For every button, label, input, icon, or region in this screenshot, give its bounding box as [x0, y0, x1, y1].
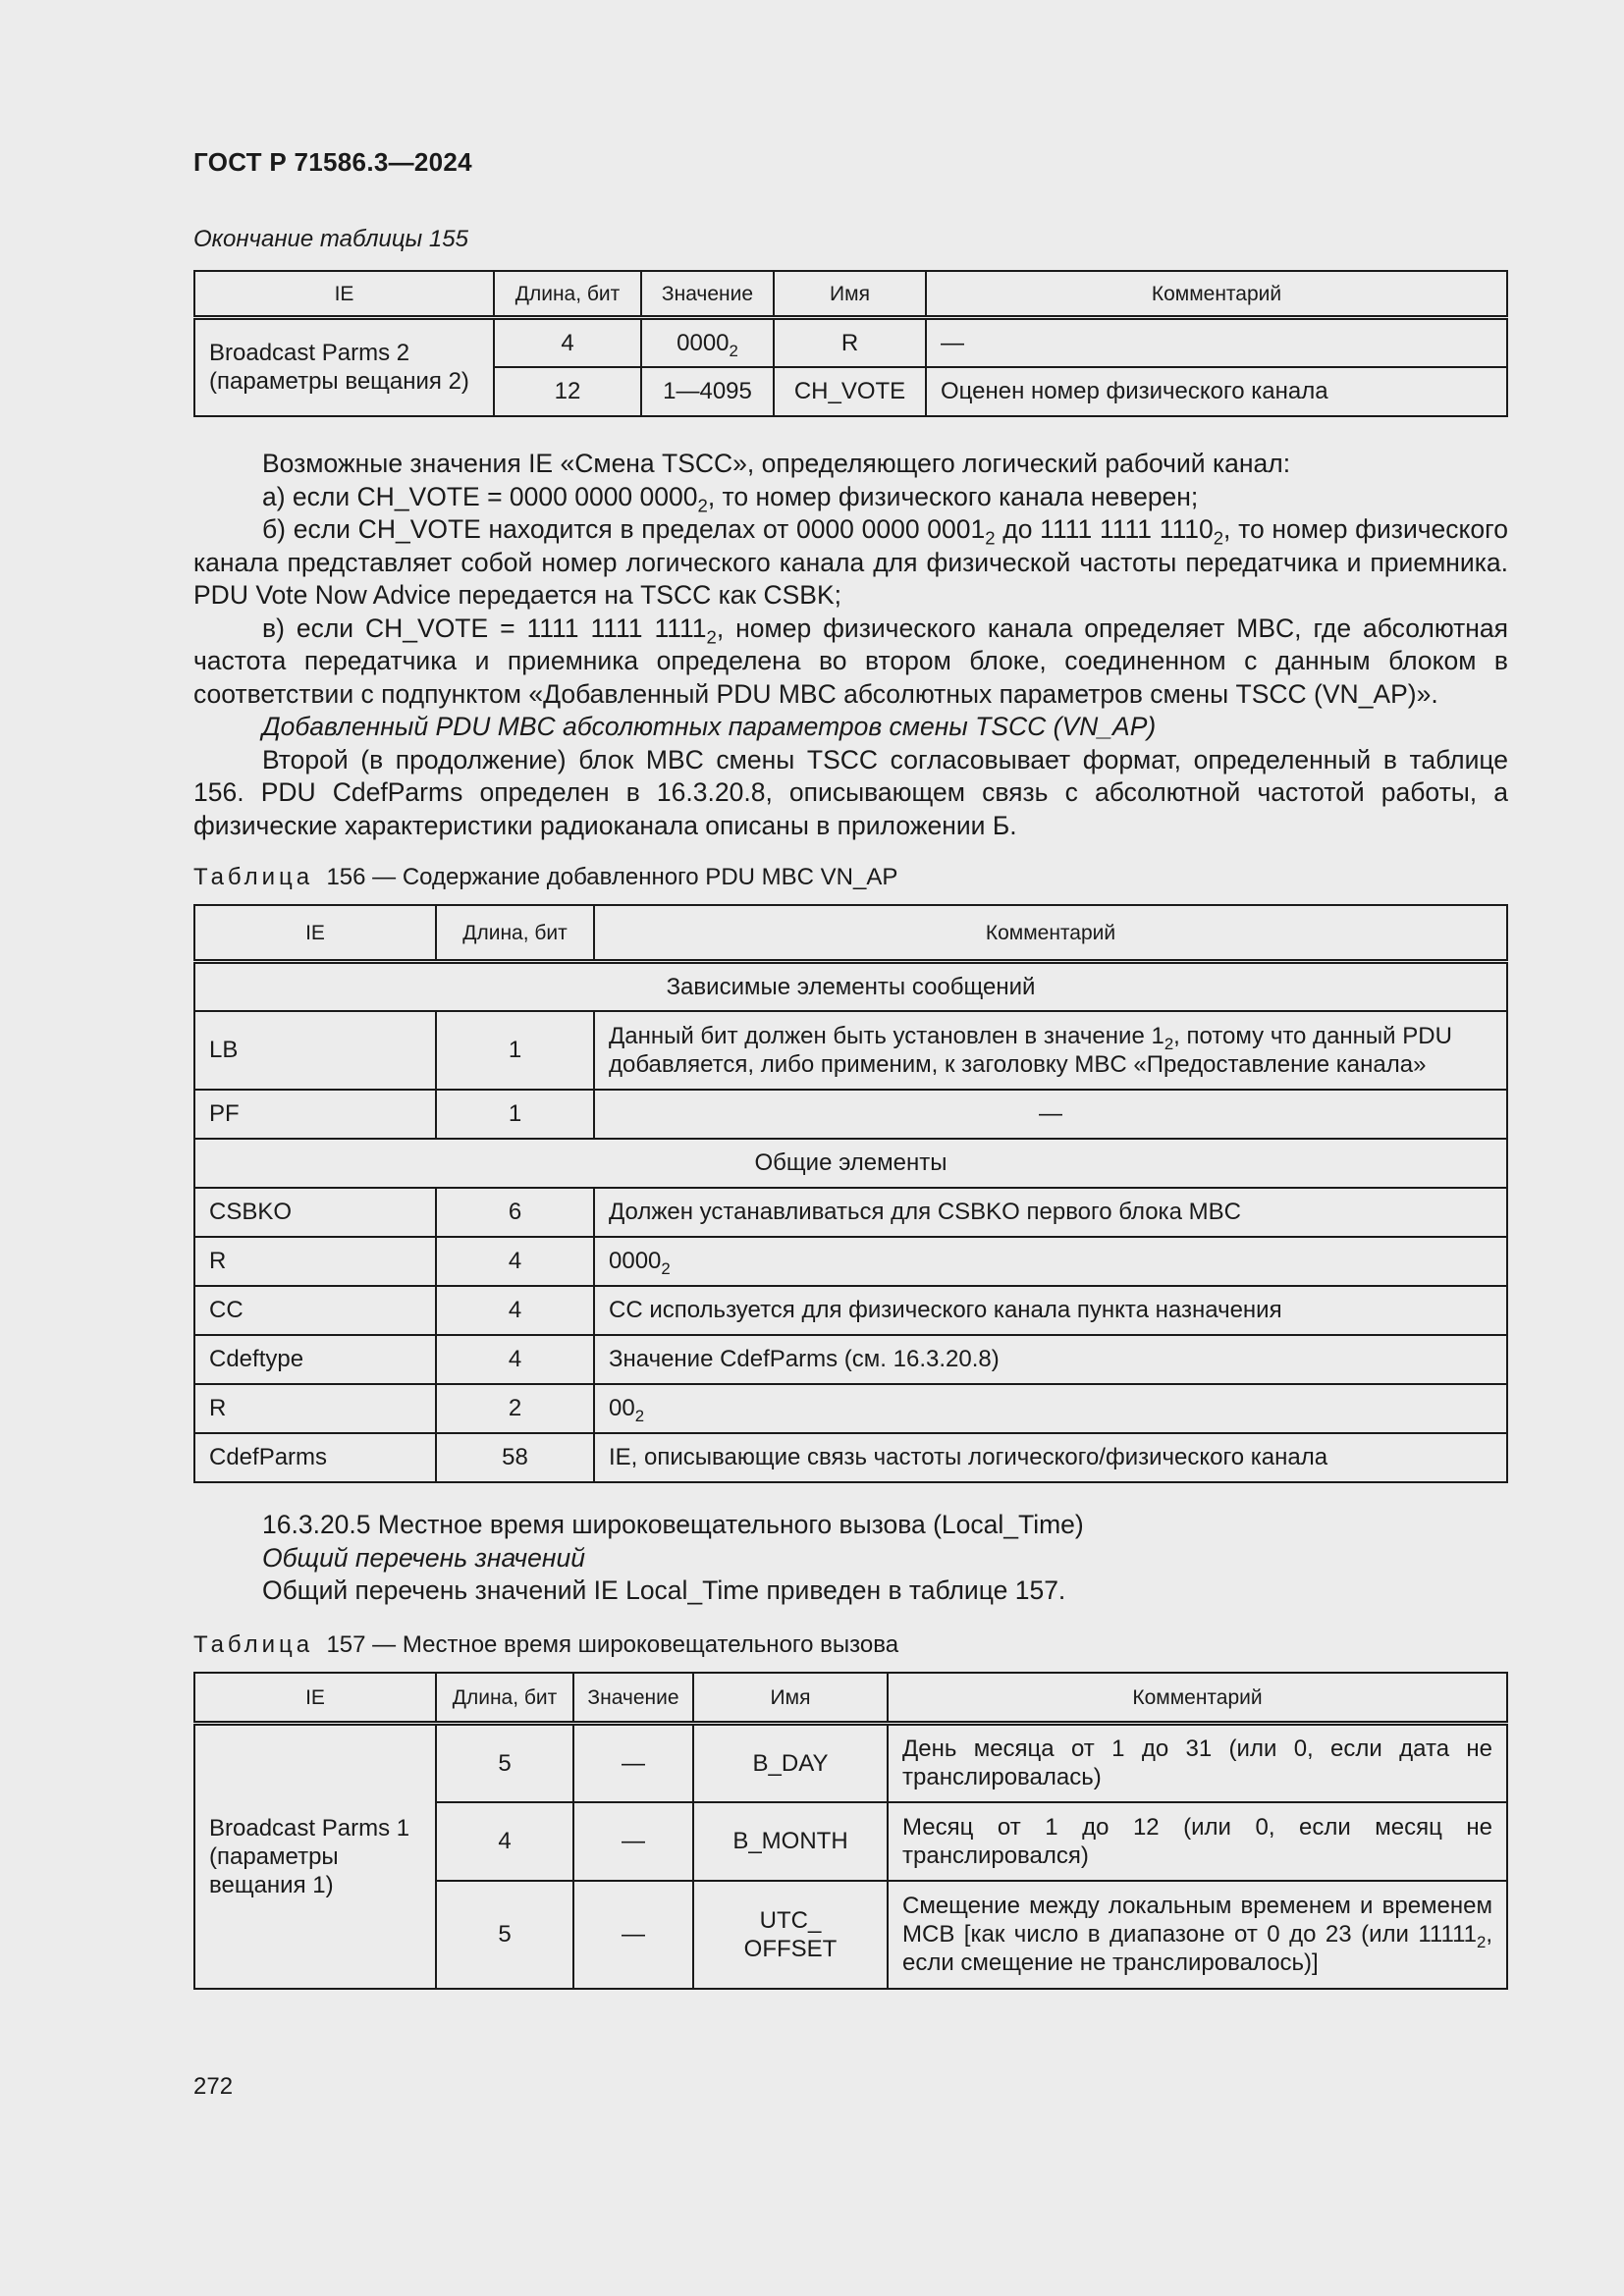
paragraph: б) если CH_VOTE находится в пределах от 0000 0000 $0001_2$ до 1111 1111 $1110_2$, то номер физического канала представляет собой номер логического канала для физической частоты передатчика и приемника. PDU Vote Now Advice передается на TSCC как CSBK; — [193, 514, 1508, 610]
cell-comment: CC используется для физического канала пункта назначения — [594, 1286, 1507, 1335]
table-row — [194, 1433, 1507, 1482]
cell-length: 1 — [436, 1090, 594, 1139]
col-header-value: Значение — [573, 1673, 693, 1724]
table-header-row — [194, 271, 1507, 318]
body-text-2 — [193, 1509, 1508, 1608]
section-title: Общие элементы — [194, 1139, 1507, 1188]
cell-value: — — [573, 1724, 693, 1802]
col-header-length: Длина, бит — [494, 271, 641, 318]
table-header-row — [194, 905, 1507, 962]
cell-ie: Cdeftype — [194, 1335, 436, 1384]
table-row — [194, 1188, 1507, 1237]
cell-length: 1 — [436, 1011, 594, 1090]
col-header-comment: Комментарий — [926, 271, 1507, 318]
section-title: Зависимые элементы сообщений — [194, 962, 1507, 1011]
cell-name: CH_VOTE — [774, 367, 926, 416]
cell-comment: IE, описывающие связь частоты логического/физического канала — [594, 1433, 1507, 1482]
cell-comment: — — [594, 1090, 1507, 1139]
table-row — [194, 1090, 1507, 1139]
cell-name: B_DAY — [693, 1724, 888, 1802]
section-heading: 16.3.20.5 Местное время широковещательного вызова (Local_Time) — [262, 1510, 1084, 1539]
cell-comment: Должен устанавливаться для CSBKO первого блока MBC — [594, 1188, 1507, 1237]
cell-comment: День месяца от 1 до 31 (или 0, если дата не транслировалась) — [888, 1724, 1507, 1802]
cell-length: 2 — [436, 1384, 594, 1433]
col-header-ie: IE — [194, 1673, 436, 1724]
cell-length: 4 — [436, 1237, 594, 1286]
cell-comment: Оценен номер физического канала — [926, 367, 1507, 416]
table157-caption: Таблица 157 — Местное время широковещательного вызова — [193, 1631, 899, 1658]
document-header: ГОСТ Р 71586.3—2024 — [193, 147, 472, 177]
table-section-row — [194, 962, 1507, 1011]
cell-ie: Broadcast Parms 1 (параметры вещания 1) — [194, 1724, 436, 1989]
body-text-1 — [193, 448, 1508, 842]
table-header-row — [194, 1673, 1507, 1724]
col-header-name: Имя — [693, 1673, 888, 1724]
cell-comment: Данный бит должен быть установлен в значение $1_2$, потому что данный PDU добавляется, либо применим, к заголовку MBC «Предоставление канала» — [594, 1011, 1507, 1090]
cell-length: 5 — [436, 1724, 573, 1802]
table-156 — [193, 904, 1508, 1483]
cell-length: 5 — [436, 1881, 573, 1989]
table-row — [194, 1335, 1507, 1384]
cell-length: 4 — [436, 1802, 573, 1881]
cell-length: 12 — [494, 367, 641, 416]
cell-ie: R — [194, 1237, 436, 1286]
cell-value: 1—4095 — [641, 367, 774, 416]
subsection-title: Общий перечень значений — [262, 1542, 585, 1573]
table-row — [194, 1237, 1507, 1286]
col-header-comment: Комментарий — [594, 905, 1507, 962]
col-header-length: Длина, бит — [436, 1673, 573, 1724]
cell-ie: CSBKO — [194, 1188, 436, 1237]
table-section-row — [194, 1139, 1507, 1188]
cell-ie: CC — [194, 1286, 436, 1335]
paragraph: Общий перечень значений IE Local_Time приведен в таблице 157. — [262, 1575, 1066, 1605]
cell-comment: Смещение между локальным временем и временем MCB [как число в диапазоне от 0 до 23 (или $11111_2$, если смещение не транслировалось)] — [888, 1881, 1507, 1989]
table156-caption: Таблица 156 — Содержание добавленного PDU MBC VN_AP — [193, 864, 898, 890]
cell-name: UTC_ OFFSET — [693, 1881, 888, 1989]
col-header-value: Значение — [641, 271, 774, 318]
col-header-name: Имя — [774, 271, 926, 318]
cell-name: R — [774, 318, 926, 367]
subsection-title: Добавленный PDU MBC абсолютных параметров смены TSCC (VN_AP) — [262, 712, 1157, 741]
table-row — [194, 1011, 1507, 1090]
col-header-length: Длина, бит — [436, 905, 594, 962]
cell-value: — — [573, 1802, 693, 1881]
page-number: 272 — [193, 2073, 234, 2100]
cell-ie: CdefParms — [194, 1433, 436, 1482]
cell-comment: $00_2$ — [594, 1384, 1507, 1433]
col-header-comment: Комментарий — [888, 1673, 1507, 1724]
table-row — [194, 1286, 1507, 1335]
cell-length: 4 — [436, 1286, 594, 1335]
table-row — [194, 318, 1507, 367]
cell-ie: Broadcast Parms 2 (параметры вещания 2) — [194, 318, 494, 416]
cell-comment: — — [926, 318, 1507, 367]
cell-length: 6 — [436, 1188, 594, 1237]
cell-length: 4 — [436, 1335, 594, 1384]
table-row — [194, 1384, 1507, 1433]
col-header-ie: IE — [194, 905, 436, 962]
cell-value: $0000_2$ — [641, 318, 774, 367]
cell-comment: Значение CdefParms (см. 16.3.20.8) — [594, 1335, 1507, 1384]
cell-comment: Месяц от 1 до 12 (или 0, если месяц не транслировался) — [888, 1802, 1507, 1881]
cell-ie: R — [194, 1384, 436, 1433]
cell-length: 58 — [436, 1433, 594, 1482]
cell-ie: PF — [194, 1090, 436, 1139]
table-row — [194, 1724, 1507, 1802]
table-155 — [193, 270, 1508, 417]
col-header-ie: IE — [194, 271, 494, 318]
table-157 — [193, 1672, 1508, 1990]
paragraph: Второй (в продолжение) блок MBC смены TSCC согласовывает формат, определенный в таблице 156. PDU CdefParms определен в 16.3.20.8, описывающем связь с абсолютной частотой работы, а физические характеристики радиоканала описаны в приложении Б. — [193, 744, 1508, 840]
cell-value: — — [573, 1881, 693, 1989]
cell-length: 4 — [494, 318, 641, 367]
cell-name: B_MONTH — [693, 1802, 888, 1881]
paragraph: Возможные значения IE «Смена TSCC», определяющего логический рабочий канал: — [262, 449, 1291, 478]
cell-ie: LB — [194, 1011, 436, 1090]
cell-comment: $0000_2$ — [594, 1237, 1507, 1286]
table155-caption: Окончание таблицы 155 — [193, 226, 468, 252]
paragraph: а) если CH_VOTE = 0000 0000 $0000_2$, то номер физического канала неверен; — [262, 481, 1199, 515]
paragraph: в) если CH_VOTE = 1111 1111 $1111_2$, номер физического канала определяет MBC, где абсолютная частота передатчика и приемника определена во втором блоке, соединенном с данным блоком в соответствии с подпунктом «Добавленный PDU MBC абсолютных параметров смены TSCC (VN_AP)». — [193, 613, 1508, 709]
